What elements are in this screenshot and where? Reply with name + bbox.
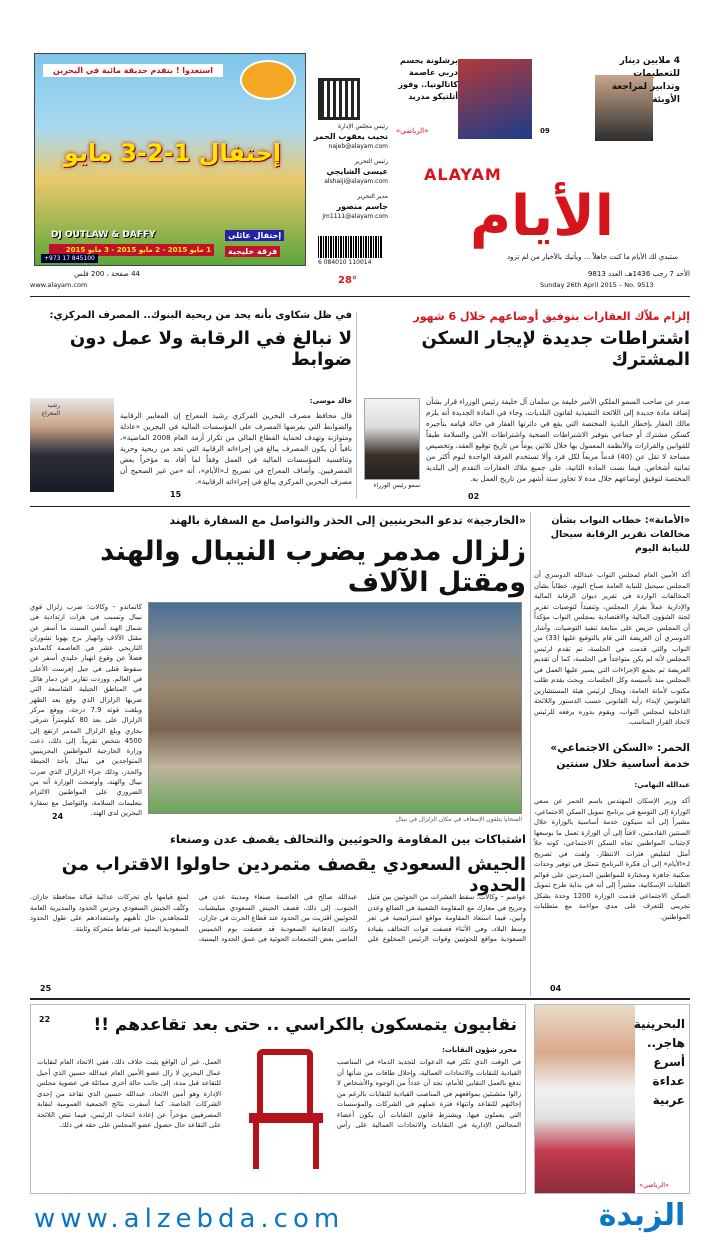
editor-title: رئيس التحرير	[354, 158, 388, 165]
ad-phone: +973 17 845100	[41, 254, 98, 263]
teaser-1[interactable]	[540, 53, 680, 141]
barcode-number: 6 084010 110014	[318, 259, 372, 266]
chairman-email[interactable]: najeb@alayam.com	[328, 143, 388, 150]
ad-dates: 1 مايو 2015 - 2 مايو 2015 - 3 مايو 2015	[49, 244, 214, 256]
barcode	[318, 236, 382, 258]
story-central-bank-page: 15	[170, 490, 182, 499]
story-housing-caption: سمو رئيس الوزراء	[373, 482, 420, 489]
story-parliament[interactable]	[534, 514, 690, 736]
section-rule-2	[30, 998, 690, 1000]
story-housing-headline: اشتراطات جديدة لإيجار السكن المشترك	[421, 328, 690, 370]
ad-band: فرقة خليجية	[225, 246, 280, 257]
story-saudi-army-kicker: اشتباكات بين المقاومة والحوثيين والتحالف يقصف عدن وصنعاء	[170, 832, 526, 846]
teaser-2-text: برشلونة يحسم دربي عاصمة كاتالونيا.. وفوز أتلتيكو مدريد	[398, 56, 458, 101]
teaser-1-text: 4 ملايين دينار للتعطيمات وتدابير لمراجعة الأوبئة	[611, 56, 680, 105]
story-unionists[interactable]	[30, 1004, 526, 1194]
story-central-bank[interactable]	[30, 310, 352, 500]
editor-name: عيسى الشايجي	[326, 167, 388, 176]
story-saudi-army-page: 25	[40, 984, 52, 993]
teaser-2[interactable]	[396, 53, 536, 141]
section-rule-1	[30, 506, 690, 507]
temperature: 28°	[338, 275, 357, 286]
story-saudi-army-headline: الجيش السعودي يقصف متمردين حاولوا الاقتراب من الحدود	[61, 854, 526, 896]
story-social-housing-kicker: الحمر: «السكن الاجتماعي» خدمة أساسية خلال سنتين	[550, 742, 690, 770]
story-central-bank-caption: رشيد المعراج	[41, 402, 60, 417]
story-social-housing-page: 04	[550, 984, 562, 993]
story-central-bank-kicker: في ظل شكاوى بأنه يحد من ربحية البنوك.. المصرف المركزي:	[49, 310, 352, 321]
date-ar: الأحد 7 رجب 1436هـ، العدد 9813	[587, 270, 690, 278]
footer-logo[interactable]: الزبدة	[598, 1198, 686, 1233]
story-athlete[interactable]	[534, 1004, 690, 1194]
masthead	[0, 0, 720, 298]
story-housing-kicker: إلزام ملاّك العقارات بتوفيق أوضاعهم خلال 6 شهور	[413, 310, 690, 323]
manager-name: جاسم منصور	[336, 202, 388, 211]
chair-leg-right	[313, 1123, 319, 1169]
story-parliament-body: أكد الأمين العام لمجلس النواب عبدالله الدوسري أن المجلس سيحيل للنيابة العامة صباح اليوم، خطاباً بشأن المخالفات الواردة في تقرير ديوان الرقابة المالية والإدارية عملاً بقرار المجلس، وتنفيذاً لتوصيات تقرير لجنة الشؤون المالية والاقتصادية بمجلس النواب مؤكداً أن المجلس حريص على متابعة تنفيذ التوصيات. وأشار الدوسري أن العريضة التي قام بالتوقيع عليها (33) من النواب والتي قدمت في الجلسة، تم تقدم لرئيس المجلس لأنه لم يكن متواجداً في الجلسة، كما أن تقديم العريضة تم بجمع الإجراءات التي يسير عليها العمل في المجلس منذ تأسيسه وكل الجلسات. وبحث يقدم طلب مكتوب لأمانة العامة، ويحال لرئيس هيئة المستشارين القانونيين لإبداء رأيه القانوني حسب الدستور واللائحة الداخلية لمجلس النواب، ويقوم بدوره برفعه للرئيس لاتخاذ القرار المناسب.	[534, 571, 690, 726]
story-parliament-kicker: «الأمانة»: خطاب النواب بشأن مخالفات تقرير الرقابة سيحال للنيابة اليوم	[550, 515, 690, 554]
chair-back	[257, 1049, 313, 1113]
story-social-housing-body: أكد وزير الإسكان المهندس باسم الحمر عن سعي الوزارة إلى التوسع في برنامج تمويل السكن الاجتماعي، مشيراً إلى أنه سيكون خدمة أساسية بالوزارة خلال السنتين القادمتين، لافتاً إلى أن الوزارة تعمل ما بوسعها لإجتناب المواطنين تجاه السكن الاجتماعي، كونه حلاً أمثل لتقليص فترات الانتظار. ولفت في تصريح لـ«الأيام» إلى أن فكرة البرنامج تتمثل في توفير وحدات سكنية جاهزة ومختارة للمواطنين المدرجين على قوائم الطلبات الإسكانية، مشيراً إلى أنه في بداية طرح تمويل السكن الاجتماعي قدمت الوزارة 1200 وحدة بشكل تجريبي للتعرف على مدى مواءمة مع متطلبات المواطنين.	[534, 797, 690, 921]
teaser-2-tag: «الرياضي»	[396, 127, 429, 135]
story-earthquake-kicker: «الخارجية» تدعو البحرينيين إلى الحذر والتواصل مع السفارة بالهند	[169, 514, 526, 527]
logo-en: ALAYAM	[424, 165, 502, 184]
website[interactable]: www.alayam.com	[30, 281, 88, 289]
story-unionists-body: في الوقت الذي تكثر فيه الدعوات لتجديد الدماء في المناصب القيادية للنقابات والاتحادات العمالية، وإحلال طاقات من شأنها أن تدفع بالعمل النقابي للأمام، نجد أن عدداً من الوجوه والأشخاص لا زالوا متشبثين بمواقعهم في المناصب القيادية للنقابات بالرغم من إحالتهم للتقاعد وانتهاء فترة عملهم في الشركات والمؤسسات التي يعملون فيها. ويشترط قانون النقابات أن يكون أعضاء المجالس الإدارية في النقابات والاتحادات العمالية على رأس العمل. غير أن الواقع يثبت خلاف ذلك، ففي الاتحاد العام لنقابات عمال البحرين لا زال عضو الأمين العام عبدالله حسين الذي أحيل للتقاعد قبل مدة، إلى جانب حالة أخرى مماثلة في عضوية مجلس الإدارة وهو أمين الاتحاد، عبدالله حسين الذي تقاعد من إحدى الشركات الخاصة. كما أسفرت نتائج الجمعية العمومية لنقابة المصرفيين مؤخراً عن إعادة انتخاب الرئيس، فيما تنص اللائحة على التقاعد حال حصول عضو المجلس على حقه في ذلك.	[37, 1058, 521, 1129]
story-central-bank-byline: خالد موسى:	[309, 397, 352, 405]
story-earthquake-photo	[148, 602, 522, 814]
story-housing-page: 02	[468, 492, 480, 501]
story-athlete-photo	[535, 1005, 635, 1193]
teaser-2-photo	[458, 59, 532, 139]
story-unionists-byline: محرر شؤون النقابات:	[442, 1046, 517, 1054]
column-divider-1	[356, 312, 357, 498]
ad-event: إحتفال عائلي	[225, 230, 284, 241]
column-divider-2	[530, 512, 531, 996]
chair-illustration	[237, 1049, 335, 1177]
footer-url[interactable]: www.alzebda.com	[34, 1204, 345, 1234]
story-central-bank-body: قال محافظ مصرف البحرين المركزي رشيد المعراج إن المعايير الرقابية والضوابط التي يفرضها المصرف على المؤسسات المالية في البحرين «عادلة ومتوازنة وتهدف لحماية القطاع المالي من تكرار أزمة العام 2008 الماضية»، نافياً أن يكون المصرف يبالغ في إجراءاته الرقابية التي تحد من ربحية وحرية وتنافسية المؤسسات المالية في العمل وفقاً لما أفاد به مؤخراً بعض المصرفيين. وأضاف المعراج في تصريح لـ«الأيام»، أنه «من غير الصحيح أن مصرف البحرين المركزي يبالغ في إجراءاته الرقابية».	[120, 411, 352, 486]
chairman-name: نجيب يعقوب الحمر	[313, 132, 388, 141]
story-athlete-tag: «الرياضي»	[639, 1181, 670, 1189]
chair-leg-left	[253, 1123, 259, 1169]
story-earthquake-page: 24	[52, 812, 64, 821]
qr-code[interactable]	[318, 78, 360, 120]
chair-seat	[249, 1113, 323, 1123]
story-earthquake-headline: زلزال مدمر يضرب النيبال والهند ومقتل الآلاف	[100, 536, 526, 598]
teaser-1-page: 09	[540, 127, 550, 135]
ad-artists: DJ OUTLAW & DAFFY	[51, 230, 156, 240]
logo-ar: الأيام	[470, 184, 614, 249]
story-unionists-headline: نقابيون يتمسكون بالكراسي .. حتى بعد تقاعدهم !!	[93, 1015, 517, 1035]
story-social-housing[interactable]	[534, 740, 690, 996]
editor-email[interactable]: alshaiji@alayam.com	[324, 178, 388, 185]
manager-email[interactable]: jm1111@alayam.com	[322, 213, 388, 220]
story-athlete-headline: البحرينية هاجر.. أسرع عداءة عربية	[633, 1017, 685, 1107]
pages-price: 44 صفحة ، 200 فلس	[74, 270, 140, 278]
logo-block	[396, 143, 680, 267]
advertisement[interactable]	[34, 53, 306, 266]
ad-top-line: استعدوا ! بتقدم حديقة مائية في البحرين	[43, 64, 223, 77]
story-social-housing-byline: عبدالله النهامي:	[634, 781, 690, 789]
story-central-bank-headline: لا نبالغ في الرقابة ولا عمل دون ضوابط	[69, 328, 352, 370]
staff-box	[306, 122, 388, 222]
story-saudi-army[interactable]	[30, 832, 526, 996]
story-earthquake[interactable]	[30, 514, 526, 828]
masthead-rule	[30, 296, 690, 297]
date-en: Sunday 26th April 2015 – No. 9513	[540, 281, 654, 289]
ad-headline: إحتفال 1-2-3 مايو	[63, 139, 282, 167]
manager-title: مدير التحرير	[357, 193, 388, 200]
footer	[0, 1198, 720, 1243]
slogan: ستبدي لك الأيام ما كنت جاهلاً ... ويأتيك بالأخبار من لم تزود	[507, 253, 678, 261]
story-housing-body: صدر عن صاحب السمو الملكي الأمير خليفة بن سلمان آل خليفة رئيس الوزراء قرار بشأن إضافة مادة جديدة إلى اللائحة التنفيذية لقانون البلديات، وجاء في المادة الجديدة أنه يلزم مالك العقار بإخطار البلدية المختصة التي يقع في دائرتها العقار في حالة قيامه بتأجيره كسكن مشترك أو جماعي بتوفير الاشتراطات الصحية واشتراطات الأمن والسلامة طبقاً للقوانين والقرارات والأنظمة المعمول بها خلال ثلاثين يوماً من تاريخ توقيع العقد، وتخصيص مساحة لا تقل عن (40) قدماً مربعاً لكل فرد وألا تستخدم الغرفة الواحدة لنوم أكثر من ثمانية أشخاص. فيما نصت المادة الثانية، على جميع ملاك العقارات التقدم إلى البلدية المختصة لتوفيق أوضاعهم خلال مدة لا تجاوز ستة أشهر من تاريخ العمل به.	[426, 397, 690, 483]
story-earthquake-body: كاتماندو – وكالات: ضرب زلزال قوي نيبال وتسبب في هزات ارتدادية في شمال الهند أمس السبت ما أسفر عن مقتل الآلاف وانهيار برج بهونا تشوران التاريخي عشر في العاصمة كاتماندو فضلاً عن وقوع انهيار جليدي أسفر عن سقوط قتلى في جبل إفرست الأعلى في العالم. ووردت تقارير عن دمار هائل في المناطق الجبلية الشاسعة التي ضربها الزلزال الذي وقع بعد الظهر وبلغت قوته 7.9 درجة، ووقع مركز الزلزال على بعد 80 كيلومتراً شرقي بخاري وبلغ الزلزال المدمر ارتفع إلى 4500 شخص تقريباً. إلى ذلك، دعت وزارة الخارجية المواطنين البحرينيين المتواجدين في نيبال بأخذ الحيطة والحذر، وذلك جراء الزلزال الذي ضرب نيبال والهند، وأوضحت الوزارة أنه من الضروري على المواطنين الالتزام بتعليمات السلامة، والتواصل مع سفارة البحرين لدى الهند.	[30, 603, 143, 817]
story-earthquake-caption: الضحايا يتلقون الإسعاف في مكان الزلزال في نيبال	[395, 816, 522, 823]
story-housing[interactable]	[360, 310, 690, 500]
waterpark-logo	[240, 60, 296, 100]
chairman-title: رئيس مجلس الإدارة	[337, 123, 388, 130]
story-unionists-page: 22	[39, 1015, 51, 1024]
story-housing-photo	[364, 398, 420, 480]
story-saudi-army-body: عواصم – وكالات: سقط العشرات من الحوثيين بين قتيل وجريح في معارك مع المقاومة الشعبية في الضالع وعدن وأبين، فيما استعاد المقاومة مواقع استراتيجية في تعز وسط البلاد، وفي الأثناء قصفت قوات التحالف بقيادة السعودية مواقع للحوثيين وقوات الرئيس المخلوع علي عبدالله صالح في العاصمة صنعاء ومدينة عدن في الجنوب. إلى ذلك، قصف الجيش السعودي ميليشيات للحوثيين اقتربت من الحدود عند قطاع الحرث في جازان، وكانت الدفاعية السعودية قد قصفت بوم الخميس الماضي بعض التجمعات الحوثية في عمق الحدود اليمنية، لمنع قيامها بأي تحركات عدائية قبالة محافظة جازان. وكثّف الجيش السعودي وحرس الحدود والمديرية العامة للمجاهدين حال تأهبهم واستعدادهم على طول الحدود السعودية اليمنية عبر نقاط متحركة وثابتة.	[30, 893, 526, 943]
